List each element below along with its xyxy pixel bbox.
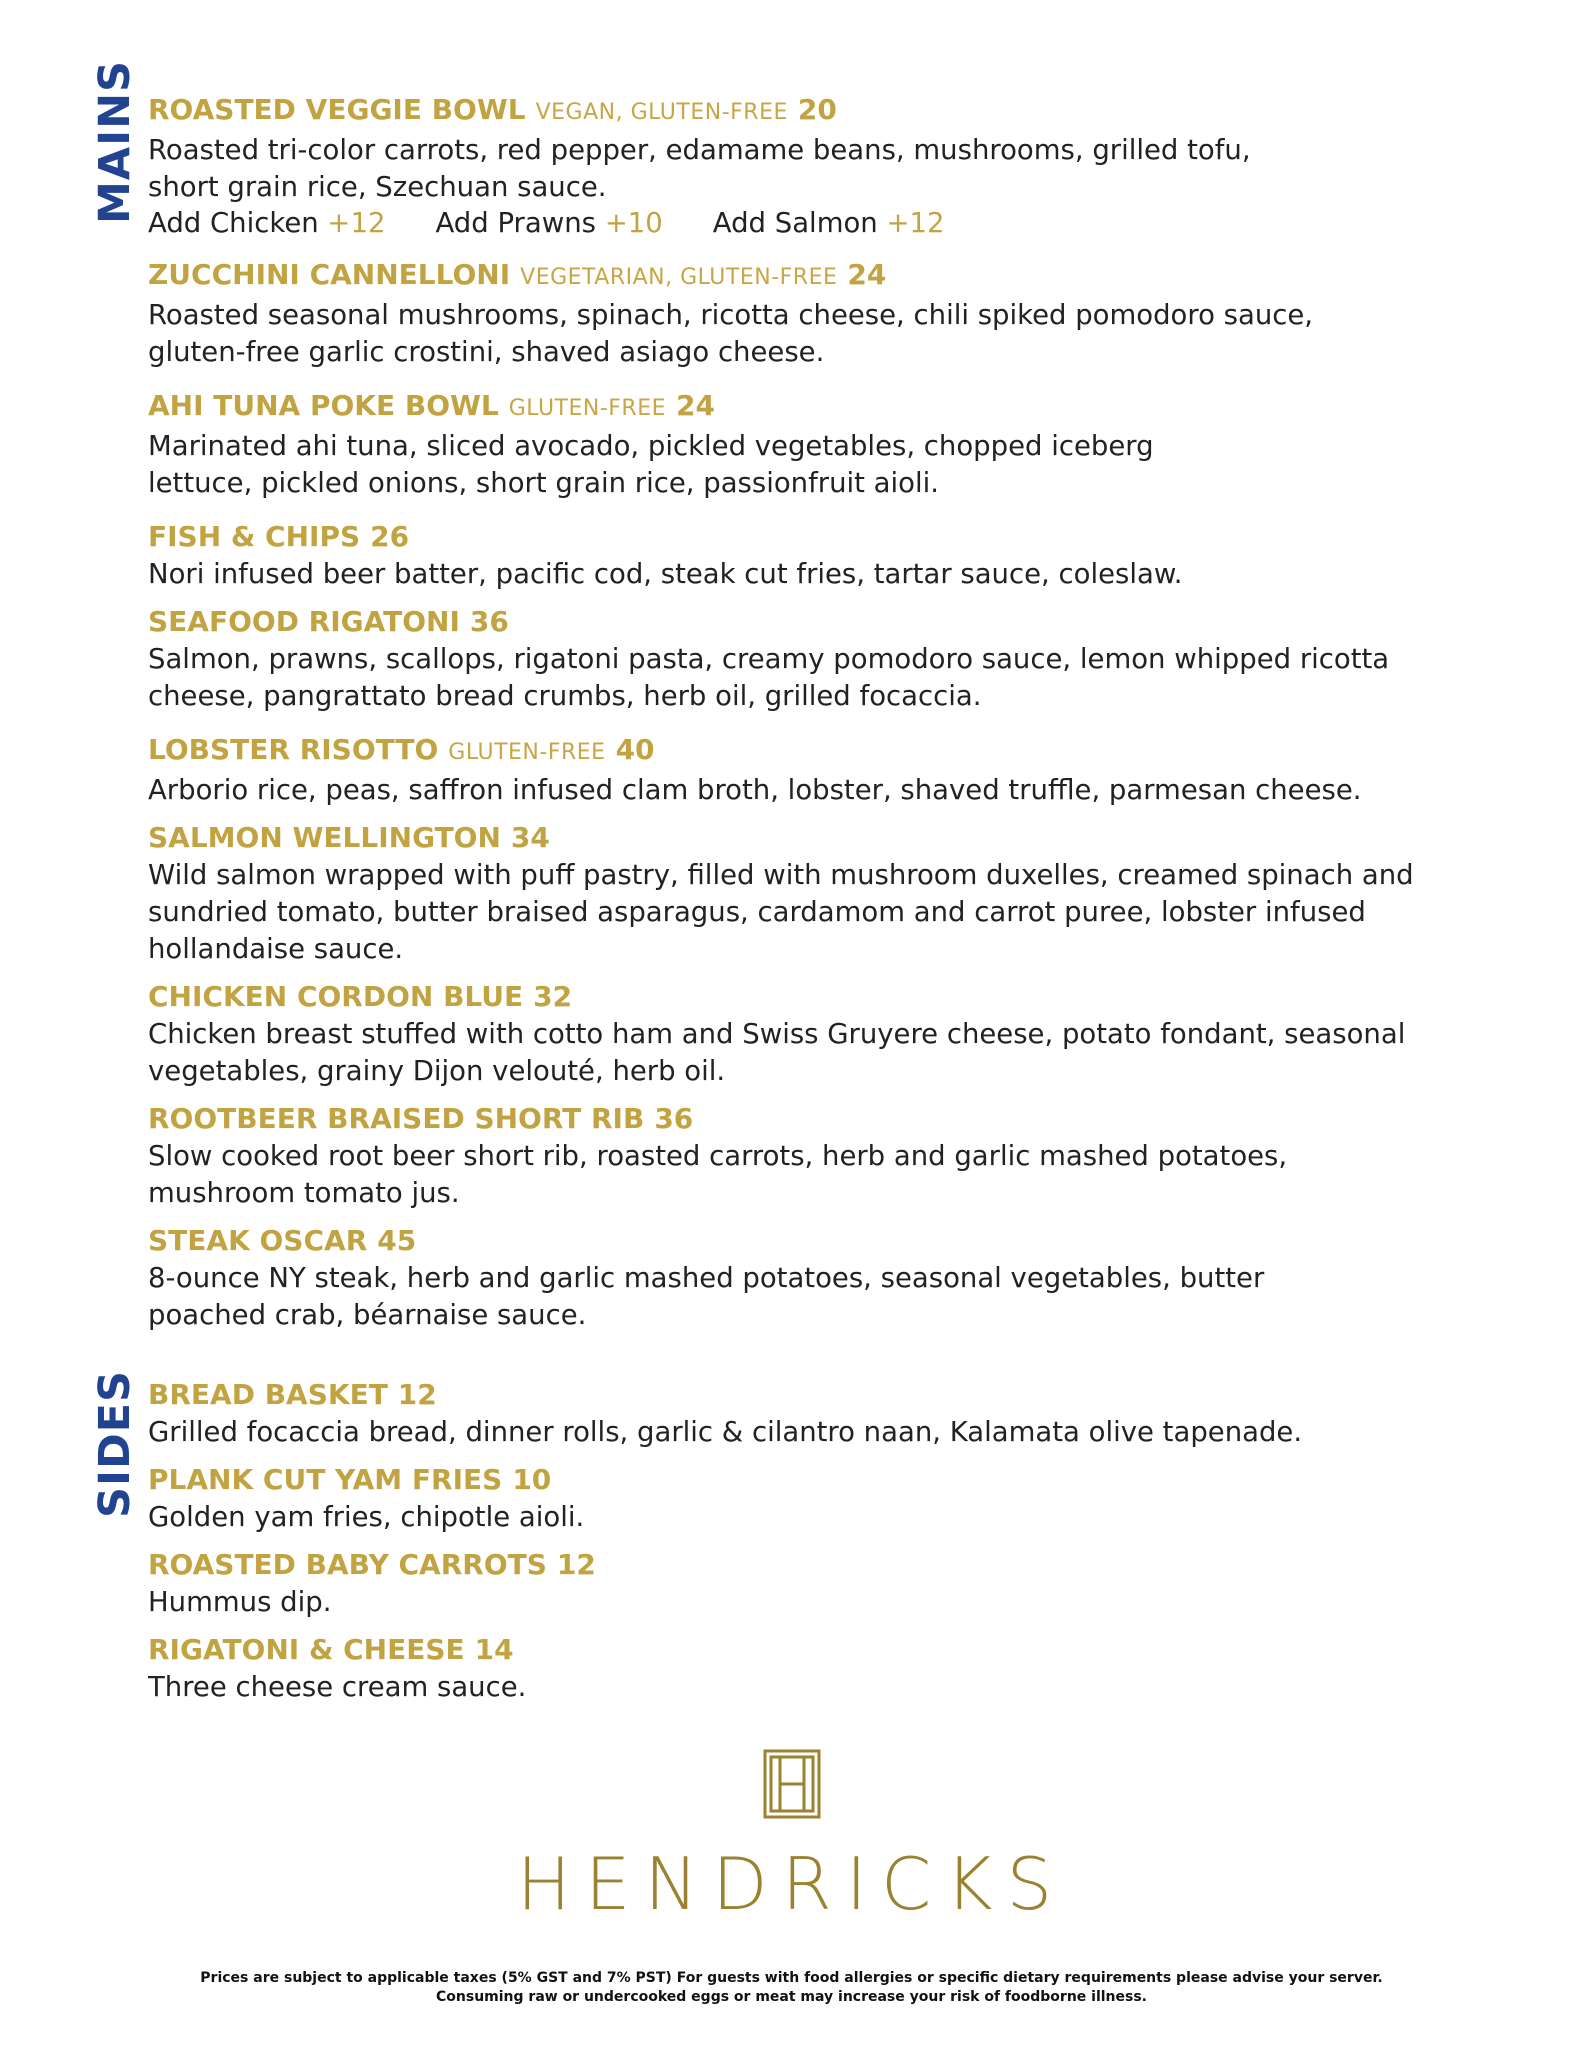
item-name: RIGATONI & CHEESE (148, 1633, 465, 1666)
item-title-line (148, 978, 1548, 1016)
menu-item (148, 1100, 1548, 1212)
addon-label: Add Chicken (148, 207, 319, 239)
item-title-line (148, 91, 1548, 132)
item-description-line: Roasted tri-color carrots, red pepper, edamame beans, mushrooms, grilled tofu, (148, 134, 1251, 166)
item-name: ROASTED BABY CARROTS (148, 1548, 547, 1581)
item-title-line (148, 256, 1548, 297)
item-dietary-tag: VEGETARIAN, GLUTEN-FREE (520, 265, 838, 290)
item-price: 20 (797, 93, 837, 126)
menu-item (148, 819, 1548, 968)
brand-name: HENDRICKS (516, 1842, 1067, 1926)
item-description-line: Golden yam fries, chipotle aioli. (148, 1501, 585, 1533)
item-price: 24 (847, 258, 887, 291)
item-description-line: Three cheese cream sauce. (148, 1671, 527, 1703)
item-description-line: poached crab, béarnaise sauce. (148, 1299, 587, 1331)
item-price: 40 (615, 733, 655, 766)
item-title-line (148, 1222, 1548, 1260)
item-name: BREAD BASKET (148, 1378, 388, 1411)
item-title-line (148, 603, 1548, 641)
item-name: CHICKEN CORDON BLUE (148, 980, 524, 1013)
mains-list (148, 91, 1548, 1334)
footer-line-1: Prices are subject to applicable taxes (5% GST and 7% PST) For guests with food allergies or specific dietary requirements please advise your server. (200, 1970, 1383, 1986)
item-description-line: lettuce, pickled onions, short grain rice, passionfruit aioli. (148, 467, 940, 499)
addon-price: +12 (327, 207, 386, 239)
item-description-line: Grilled focaccia bread, dinner rolls, garlic & cilantro naan, Kalamata olive tapenade. (148, 1416, 1303, 1448)
menu-item (148, 91, 1548, 240)
item-title-line (148, 1461, 1548, 1499)
section-label-mains: MAINS (90, 59, 140, 224)
footer-line-2: Consuming raw or undercooked eggs or meat may increase your risk of foodborne illness. (436, 1989, 1147, 2005)
item-name: ROASTED VEGGIE BOWL (148, 93, 526, 126)
item-description-line: Roasted seasonal mushrooms, spinach, ricotta cheese, chili spiked pomodoro sauce, (148, 299, 1314, 331)
menu-item (148, 1222, 1548, 1334)
side-item (148, 1461, 1548, 1536)
sides-list (148, 1376, 1548, 1706)
item-title-line (148, 1100, 1548, 1138)
item-name: SEAFOOD RIGATONI (148, 605, 460, 638)
item-name: ZUCCHINI CANNELLONI (148, 258, 511, 291)
item-title-line (148, 387, 1548, 428)
item-title-line (148, 518, 1548, 556)
item-price: 34 (510, 821, 550, 854)
item-title-line (148, 731, 1548, 772)
item-description-line: Chicken breast stuffed with cotto ham and Swiss Gruyere cheese, potato fondant, seasonal (148, 1018, 1406, 1050)
item-price: 36 (654, 1102, 694, 1135)
item-description-line: gluten-free garlic crostini, shaved asiago cheese. (148, 336, 825, 368)
item-price: 32 (533, 980, 573, 1013)
menu-item (148, 978, 1548, 1090)
addon-label: Add Salmon (712, 207, 878, 239)
addon-label: Add Prawns (435, 207, 596, 239)
item-name: PLANK CUT YAM FRIES (148, 1463, 503, 1496)
item-price: 36 (469, 605, 509, 638)
item-description-line: Wild salmon wrapped with puff pastry, filled with mushroom duxelles, creamed spinach and (148, 859, 1414, 891)
item-name: STEAK OSCAR (148, 1224, 368, 1257)
brand-logo (0, 1748, 1583, 1926)
item-price: 45 (377, 1224, 417, 1257)
item-name: LOBSTER RISOTTO (148, 733, 439, 766)
side-item (148, 1631, 1548, 1706)
item-description-line: hollandaise sauce. (148, 933, 404, 965)
menu-item (148, 603, 1548, 715)
item-name: SALMON WELLINGTON (148, 821, 501, 854)
addon-option (148, 206, 385, 240)
item-title-line (148, 1631, 1548, 1669)
side-item (148, 1546, 1548, 1621)
item-description-line: sundried tomato, butter braised asparagus, cardamom and carrot puree, lobster infused (148, 896, 1366, 928)
item-description-line: Marinated ahi tuna, sliced avocado, pickled vegetables, chopped iceberg (148, 430, 1154, 462)
item-price: 26 (370, 520, 410, 553)
addon-option (713, 206, 945, 240)
item-name: AHI TUNA POKE BOWL (148, 389, 499, 422)
item-title-line (148, 819, 1548, 857)
section-label-sides: SIDES (90, 1370, 140, 1519)
item-description-line: Arborio rice, peas, saffron infused clam broth, lobster, shaved truffle, parmesan cheese. (148, 774, 1362, 806)
item-description-line: mushroom tomato jus. (148, 1177, 460, 1209)
item-description-line: short grain rice, Szechuan sauce. (148, 171, 607, 203)
item-price: 12 (397, 1378, 437, 1411)
item-price: 12 (556, 1548, 596, 1581)
item-description-line: Salmon, prawns, scallops, rigatoni pasta, creamy pomodoro sauce, lemon whipped ricotta (148, 643, 1390, 675)
item-price: 10 (512, 1463, 552, 1496)
item-price: 14 (474, 1633, 514, 1666)
addon-price: +12 (886, 207, 945, 239)
hendricks-h-monogram-icon (762, 1748, 822, 1820)
item-dietary-tag: GLUTEN-FREE (448, 740, 606, 765)
item-dietary-tag: VEGAN, GLUTEN-FREE (535, 100, 788, 125)
item-addons (148, 206, 1548, 240)
item-name: FISH & CHIPS (148, 520, 361, 553)
item-price: 24 (676, 389, 715, 422)
item-name: ROOTBEER BRAISED SHORT RIB (148, 1102, 645, 1135)
item-description-line: Slow cooked root beer short rib, roasted carrots, herb and garlic mashed potatoes, (148, 1140, 1288, 1172)
footer-disclaimer (0, 1969, 1583, 2007)
menu-item (148, 387, 1548, 502)
item-description-line: 8-ounce NY steak, herb and garlic mashed potatoes, seasonal vegetables, butter (148, 1262, 1265, 1294)
item-description-line: Nori infused beer batter, pacific cod, steak cut fries, tartar sauce, coleslaw. (148, 558, 1183, 590)
item-description-line: vegetables, grainy Dijon velouté, herb oil. (148, 1055, 726, 1087)
menu-item (148, 731, 1548, 809)
item-description-line: cheese, pangrattato bread crumbs, herb oil, grilled focaccia. (148, 680, 982, 712)
item-dietary-tag: GLUTEN-FREE (508, 396, 667, 421)
addon-price: +10 (604, 207, 663, 239)
addon-option (435, 206, 662, 240)
item-title-line (148, 1546, 1548, 1584)
menu-item (148, 518, 1548, 593)
side-item (148, 1376, 1548, 1451)
item-description-line: Hummus dip. (148, 1586, 332, 1618)
item-title-line (148, 1376, 1548, 1414)
menu-item (148, 256, 1548, 371)
